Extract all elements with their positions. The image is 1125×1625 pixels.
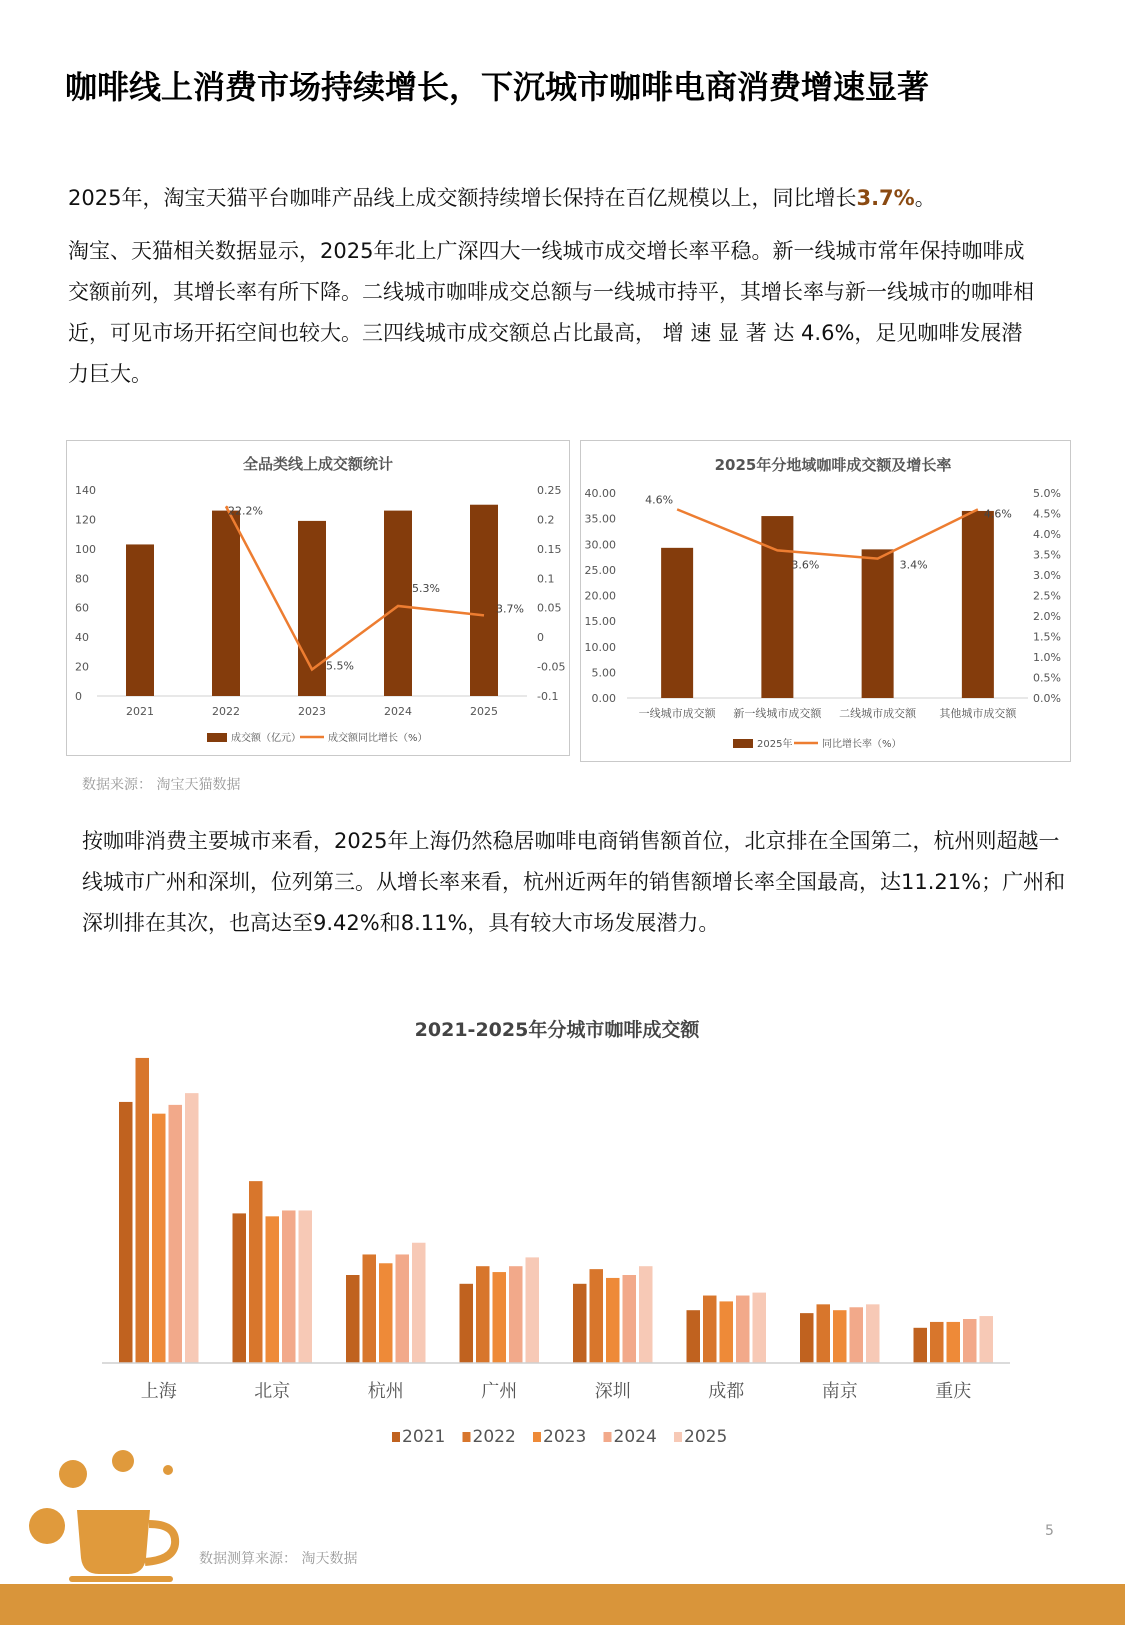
region-sales-chart-box bbox=[580, 440, 1071, 762]
legend-label: 同比增长率（%） bbox=[822, 739, 902, 750]
y-axis-tick-label: 25.00 bbox=[584, 563, 616, 577]
y2-axis-tick-label: 0 bbox=[537, 631, 544, 645]
region-sales-chart bbox=[581, 441, 1070, 761]
data-label: 3.7% bbox=[496, 602, 524, 616]
y-axis-tick-label: 20.00 bbox=[584, 589, 616, 603]
bar bbox=[862, 549, 894, 698]
bar bbox=[299, 1210, 313, 1363]
bar bbox=[833, 1310, 847, 1363]
y-axis-tick-label: 120 bbox=[75, 513, 96, 527]
city-paragraph: 按咖啡消费主要城市来看，2025年上海仍然稳居咖啡电商销售额首位，北京排在全国第二，杭州则超越一线城市广州和深圳，位列第三。从增长率来看，杭州近两年的销售额增长率全国最高，达11.21%；广州和深圳排在其次，也高达至9.42%和8.11%，具有较大市场发展潜力。 bbox=[82, 829, 1066, 935]
chart-source-note-2: 数据测算来源： 淘天数据 bbox=[199, 1551, 358, 1567]
y-axis-tick-label: 100 bbox=[75, 542, 96, 556]
x-axis-tick-label: 南京 bbox=[821, 1381, 858, 1402]
y2-axis-tick-label: -0.1 bbox=[537, 690, 559, 703]
y-axis-tick-label: 5.00 bbox=[591, 666, 616, 680]
data-label: 5.5% bbox=[326, 659, 354, 673]
y-axis-tick-label: 140 bbox=[75, 484, 96, 497]
x-axis-tick-label: 杭州 bbox=[367, 1381, 404, 1402]
x-axis-tick-label: 重庆 bbox=[935, 1381, 972, 1402]
bar bbox=[866, 1304, 880, 1363]
legend-label: 成交额同比增长（%） bbox=[328, 733, 428, 744]
bar bbox=[606, 1278, 620, 1363]
bar bbox=[623, 1275, 637, 1363]
bar bbox=[930, 1322, 944, 1363]
bar bbox=[947, 1322, 961, 1363]
bar bbox=[233, 1213, 247, 1363]
x-axis-tick-label: 新一线城市成交额 bbox=[733, 707, 822, 720]
bar bbox=[753, 1293, 767, 1363]
x-axis-tick-label: 成都 bbox=[708, 1381, 745, 1402]
bar bbox=[720, 1301, 734, 1363]
data-label: 22.2% bbox=[228, 504, 263, 518]
x-axis-tick-label: 2023 bbox=[298, 705, 326, 718]
bar bbox=[962, 511, 994, 698]
bar bbox=[526, 1257, 540, 1363]
total-sales-chart bbox=[67, 441, 569, 755]
y-axis-tick-label: 60 bbox=[75, 601, 89, 615]
legend-swatch-bar bbox=[207, 733, 227, 742]
bar bbox=[590, 1269, 604, 1363]
intro-paragraph bbox=[68, 178, 1040, 219]
y2-axis-tick-label: 5.0% bbox=[1033, 487, 1061, 500]
bar bbox=[800, 1313, 814, 1363]
legend-swatch bbox=[533, 1432, 541, 1442]
y-axis-tick-label: 10.00 bbox=[584, 640, 616, 654]
cup-handle-icon bbox=[145, 1524, 175, 1562]
bar bbox=[963, 1319, 977, 1363]
bar bbox=[736, 1296, 750, 1363]
bar bbox=[470, 505, 498, 696]
legend-label: 2023 bbox=[543, 1427, 587, 1447]
bar bbox=[914, 1328, 928, 1363]
bar bbox=[136, 1058, 150, 1363]
x-axis-tick-label: 2024 bbox=[384, 705, 412, 718]
y2-axis-tick-label: 2.5% bbox=[1033, 589, 1061, 603]
bar bbox=[476, 1266, 490, 1363]
legend-label: 成交额（亿元） bbox=[231, 733, 301, 744]
legend-label: 2021 bbox=[402, 1427, 446, 1447]
bar bbox=[152, 1114, 166, 1363]
growth-line bbox=[226, 506, 484, 669]
y2-axis-tick-label: 0.0% bbox=[1033, 692, 1061, 705]
bar bbox=[346, 1275, 360, 1363]
bar bbox=[212, 511, 240, 696]
deco-bubble bbox=[163, 1465, 173, 1475]
x-axis-tick-label: 一线城市成交额 bbox=[638, 707, 716, 720]
y-axis-tick-label: 30.00 bbox=[584, 538, 616, 552]
legend-swatch bbox=[674, 1432, 682, 1442]
x-axis-tick-label: 2022 bbox=[212, 705, 240, 718]
data-label: 3.6% bbox=[791, 558, 820, 572]
x-axis-tick-label: 2025 bbox=[470, 705, 498, 718]
bar bbox=[119, 1102, 133, 1363]
y2-axis-tick-label: 4.5% bbox=[1033, 507, 1061, 521]
y2-axis-tick-label: 0.1 bbox=[537, 572, 555, 586]
legend-swatch-bar bbox=[733, 739, 753, 748]
y-axis-tick-label: 80 bbox=[75, 572, 89, 586]
legend-swatch bbox=[392, 1432, 400, 1442]
city-sales-chart bbox=[90, 1005, 1035, 1460]
bar bbox=[169, 1105, 183, 1363]
y2-axis-tick-label: 0.05 bbox=[537, 601, 562, 615]
region-paragraph: 淘宝、天猫相关数据显示，2025年北上广深四大一线城市成交增长率平稳。新一线城市常年保持咖啡成交额前列，其增长率有所下降。二线城市咖啡成交总额与一线城市持平，其增长率与新一线城市的咖啡相近，可见市场开拓空间也较大。三四线城市成交额总占比最高， 增 速 显 著 达 4.6%，足见咖啡发展潜力巨大。 bbox=[68, 239, 1034, 386]
x-axis-tick-label: 2021 bbox=[126, 705, 154, 718]
chart-title: 全品类线上成交额统计 bbox=[242, 455, 394, 473]
total-sales-chart-box bbox=[66, 440, 570, 756]
page-number: 5 bbox=[1045, 1523, 1054, 1539]
deco-bubble bbox=[59, 1460, 87, 1488]
data-label: 4.6% bbox=[983, 507, 1012, 521]
y2-axis-tick-label: 0.25 bbox=[537, 484, 562, 497]
saucer-icon bbox=[69, 1576, 173, 1582]
bar bbox=[282, 1210, 296, 1363]
bar bbox=[126, 544, 154, 696]
bar bbox=[687, 1310, 701, 1363]
legend-label: 2024 bbox=[613, 1427, 657, 1447]
data-label: 4.6% bbox=[645, 493, 674, 507]
intro-text-end: 。 bbox=[914, 186, 936, 210]
bar bbox=[817, 1304, 831, 1363]
growth-highlight: 3.7% bbox=[856, 186, 915, 210]
bar bbox=[384, 511, 412, 696]
y-axis-tick-label: 40 bbox=[75, 631, 89, 645]
y-axis-tick-label: 20 bbox=[75, 660, 89, 674]
bar bbox=[493, 1272, 507, 1363]
data-label: 3.4% bbox=[899, 558, 928, 572]
y-axis-tick-label: 0.00 bbox=[591, 692, 616, 705]
y2-axis-tick-label: 0.5% bbox=[1033, 671, 1061, 685]
bar bbox=[509, 1266, 523, 1363]
legend-label: 2025年 bbox=[757, 739, 793, 750]
growth-line bbox=[677, 509, 978, 558]
bar bbox=[363, 1254, 377, 1363]
legend-label: 2022 bbox=[472, 1427, 516, 1447]
y-axis-tick-label: 40.00 bbox=[584, 487, 616, 500]
x-axis-tick-label: 二线城市成交额 bbox=[839, 707, 917, 720]
y2-axis-tick-label: 1.5% bbox=[1033, 630, 1061, 644]
bar bbox=[185, 1093, 199, 1363]
bar bbox=[266, 1216, 280, 1363]
intro-text: 2025年，淘宝天猫平台咖啡产品线上成交额持续增长保持在百亿规模以上，同比增长 bbox=[68, 186, 857, 210]
data-label: 5.3% bbox=[412, 581, 440, 595]
bar bbox=[379, 1263, 393, 1363]
legend-label: 2025 bbox=[684, 1427, 728, 1447]
x-axis-tick-label: 上海 bbox=[140, 1381, 177, 1402]
page-title: 咖啡线上消费市场持续增长，下沉城市咖啡电商消费增速显著 bbox=[65, 68, 930, 106]
bar bbox=[249, 1181, 263, 1363]
bar bbox=[412, 1243, 426, 1363]
bar bbox=[761, 516, 793, 698]
y2-axis-tick-label: 3.0% bbox=[1033, 569, 1061, 582]
coffee-cup-decoration bbox=[25, 1440, 205, 1585]
y2-axis-tick-label: 2.0% bbox=[1033, 610, 1061, 623]
y-axis-tick-label: 0 bbox=[75, 690, 82, 703]
bar bbox=[661, 548, 693, 698]
cup-icon bbox=[77, 1510, 150, 1574]
bar bbox=[639, 1266, 653, 1363]
deco-bubble bbox=[29, 1508, 65, 1544]
y2-axis-tick-label: 1.0% bbox=[1033, 651, 1061, 664]
bar bbox=[850, 1307, 864, 1363]
x-axis-tick-label: 其他城市成交额 bbox=[939, 707, 1017, 720]
legend-swatch bbox=[463, 1432, 471, 1442]
legend-swatch bbox=[604, 1432, 612, 1442]
x-axis-tick-label: 北京 bbox=[254, 1381, 291, 1402]
y2-axis-tick-label: -0.05 bbox=[537, 660, 566, 674]
deco-bubble bbox=[112, 1450, 134, 1472]
y-axis-tick-label: 15.00 bbox=[584, 615, 616, 629]
y2-axis-tick-label: 4.0% bbox=[1033, 528, 1061, 541]
y2-axis-tick-label: 0.15 bbox=[537, 542, 562, 556]
bar bbox=[396, 1254, 410, 1363]
footer-bar bbox=[0, 1584, 1125, 1625]
bar bbox=[573, 1284, 587, 1363]
bar bbox=[980, 1316, 994, 1363]
chart-title: 2025年分地域咖啡成交额及增长率 bbox=[714, 456, 952, 474]
y2-axis-tick-label: 0.2 bbox=[537, 513, 555, 527]
y2-axis-tick-label: 3.5% bbox=[1033, 548, 1061, 562]
x-axis-tick-label: 广州 bbox=[481, 1381, 518, 1402]
bar bbox=[703, 1296, 717, 1363]
chart-source-note: 数据来源： 淘宝天猫数据 bbox=[82, 777, 241, 793]
x-axis-tick-label: 深圳 bbox=[594, 1381, 631, 1402]
bar bbox=[460, 1284, 474, 1363]
chart-title: 2021-2025年分城市咖啡成交额 bbox=[414, 1019, 700, 1041]
y-axis-tick-label: 35.00 bbox=[584, 512, 616, 526]
